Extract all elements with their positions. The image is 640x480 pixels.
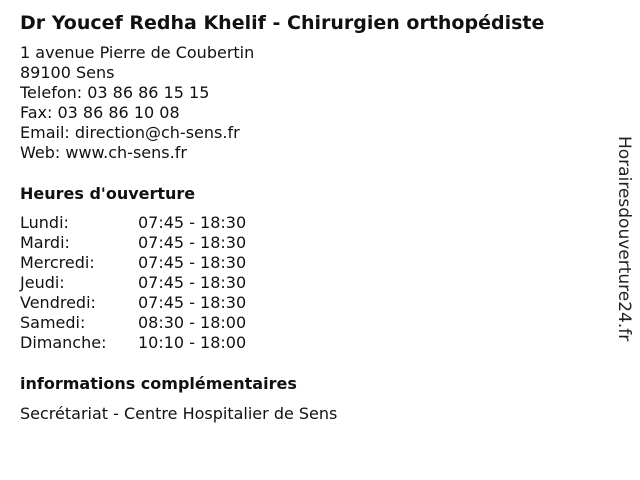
time-range: 07:45 - 18:30 [138,253,247,272]
day-label: Mercredi: [20,253,95,272]
site-watermark: Horairesdouverture24.fr [614,136,634,342]
day-label: Jeudi: [20,273,65,292]
day-label: Mardi: [20,233,70,252]
additional-info-heading: informations complémentaires [20,374,297,393]
website: Web: www.ch-sens.fr [20,143,187,162]
time-range: 08:30 - 18:00 [138,313,247,332]
day-label: Vendredi: [20,293,96,312]
address-city: 89100 Sens [20,63,115,82]
phone-number: Telefon: 03 86 86 15 15 [20,83,210,102]
day-label: Lundi: [20,213,69,232]
time-range: 10:10 - 18:00 [138,333,247,352]
additional-info-text: Secrétariat - Centre Hospitalier de Sens [20,404,338,423]
time-range: 07:45 - 18:30 [138,233,247,252]
day-label: Dimanche: [20,333,107,352]
fax-number: Fax: 03 86 86 10 08 [20,103,180,122]
time-range: 07:45 - 18:30 [138,293,247,312]
email-address: Email: direction@ch-sens.fr [20,123,240,142]
time-range: 07:45 - 18:30 [138,213,247,232]
contact-block [20,43,254,163]
page-title: Dr Youcef Redha Khelif - Chirurgien orthopédiste [20,12,545,34]
day-label: Samedi: [20,313,86,332]
address-street: 1 avenue Pierre de Coubertin [20,43,255,62]
time-range: 07:45 - 18:30 [138,273,247,292]
opening-hours-heading: Heures d'ouverture [20,184,196,203]
